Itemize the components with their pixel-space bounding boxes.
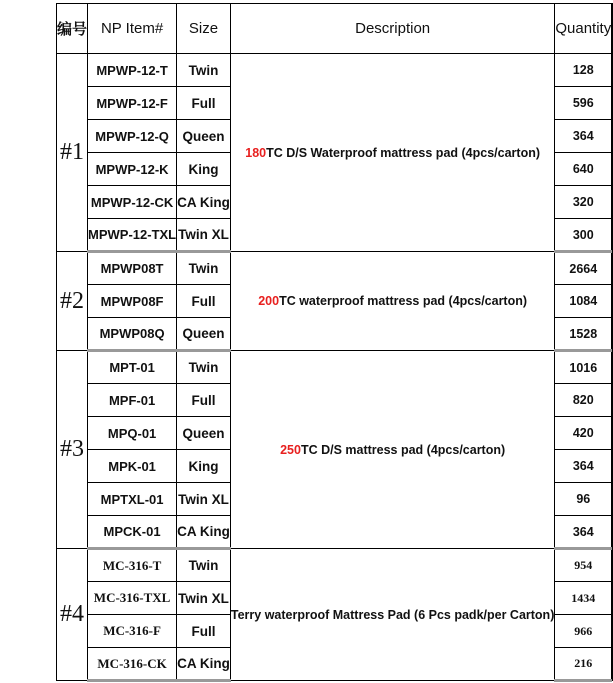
item-quantity: 954 xyxy=(555,549,612,582)
item-quantity: 820 xyxy=(555,384,612,417)
group-label: #3 xyxy=(57,351,88,549)
item-number: MC-316-T xyxy=(88,549,177,582)
item-quantity: 96 xyxy=(555,483,612,516)
item-size: Twin XL xyxy=(177,582,231,615)
item-number: MPWP-12-F xyxy=(88,87,177,120)
item-number: MPWP-12-T xyxy=(88,54,177,87)
item-number: MPWP-12-Q xyxy=(88,120,177,153)
item-number: MPWP-12-TXL xyxy=(88,219,177,252)
item-size: Full xyxy=(177,285,231,318)
item-quantity: 420 xyxy=(555,417,612,450)
description-text: TC D/S Waterproof mattress pad (4pcs/carton) xyxy=(266,145,540,160)
item-number: MPK-01 xyxy=(88,450,177,483)
item-size: King xyxy=(177,153,231,186)
header-item: NP Item# xyxy=(88,4,177,54)
group-label: #2 xyxy=(57,252,88,351)
header-no: 编号 xyxy=(57,4,88,54)
item-number: MPWP08F xyxy=(88,285,177,318)
item-number: MPT-01 xyxy=(88,351,177,384)
table-row xyxy=(57,252,613,285)
item-quantity: 364 xyxy=(555,450,612,483)
group-label: #4 xyxy=(57,549,88,681)
item-size: Full xyxy=(177,87,231,120)
header-size: Size xyxy=(177,4,231,54)
item-quantity: 128 xyxy=(555,54,612,87)
group-description xyxy=(230,54,554,252)
description-text: TC D/S mattress pad (4pcs/carton) xyxy=(300,442,506,457)
item-quantity: 1434 xyxy=(555,582,612,615)
group-description xyxy=(230,252,554,351)
table-row xyxy=(57,351,613,384)
item-number: MPF-01 xyxy=(88,384,177,417)
item-number: MC-316-F xyxy=(88,615,177,648)
item-quantity: 300 xyxy=(555,219,612,252)
group-description xyxy=(230,351,554,549)
item-quantity: 1084 xyxy=(555,285,612,318)
item-number: MC-316-CK xyxy=(88,648,177,681)
thread-count-highlight: 180 xyxy=(245,145,267,160)
product-table xyxy=(56,3,613,682)
group-label: #1 xyxy=(57,54,88,252)
item-size: Full xyxy=(177,615,231,648)
item-size: Twin XL xyxy=(177,219,231,252)
item-size: Twin XL xyxy=(177,483,231,516)
item-quantity: 364 xyxy=(555,516,612,549)
item-quantity: 2664 xyxy=(555,252,612,285)
item-number: MPWP-12-CK xyxy=(88,186,177,219)
group-description xyxy=(230,549,554,681)
item-size: Twin xyxy=(177,549,231,582)
item-size: Twin xyxy=(177,54,231,87)
thread-count-highlight: 200 xyxy=(258,294,280,308)
item-number: MPWP-12-K xyxy=(88,153,177,186)
item-quantity: 1016 xyxy=(555,351,612,384)
item-number: MPWP08Q xyxy=(88,318,177,351)
item-quantity: 966 xyxy=(555,615,612,648)
item-number: MPQ-01 xyxy=(88,417,177,450)
item-size: CA King xyxy=(177,648,231,681)
item-quantity: 596 xyxy=(555,87,612,120)
header-description: Description xyxy=(230,4,554,54)
item-size: Twin xyxy=(177,252,231,285)
thread-count-highlight: 250 xyxy=(280,442,301,457)
item-size: King xyxy=(177,450,231,483)
item-quantity: 1528 xyxy=(555,318,612,351)
item-quantity: 364 xyxy=(555,120,612,153)
item-size: Full xyxy=(177,384,231,417)
item-size: Queen xyxy=(177,417,231,450)
item-size: CA King xyxy=(177,186,231,219)
table-row xyxy=(57,54,613,87)
item-size: Queen xyxy=(177,120,231,153)
item-quantity: 216 xyxy=(555,648,612,681)
item-quantity: 320 xyxy=(555,186,612,219)
item-number: MC-316-TXL xyxy=(88,582,177,615)
header-row xyxy=(57,4,613,54)
item-size: Twin xyxy=(177,351,231,384)
item-number: MPTXL-01 xyxy=(88,483,177,516)
item-number: MPWP08T xyxy=(88,252,177,285)
description-text: TC waterproof mattress pad (4pcs/carton) xyxy=(279,294,528,308)
item-quantity: 640 xyxy=(555,153,612,186)
item-number: MPCK-01 xyxy=(88,516,177,549)
item-size: CA King xyxy=(177,516,231,549)
description-text: Terry waterproof Mattress Pad (6 Pcs padk/per Carton) xyxy=(230,607,555,622)
item-size: Queen xyxy=(177,318,231,351)
header-quantity: Quantity xyxy=(555,4,612,54)
table-body xyxy=(57,54,613,681)
table-row xyxy=(57,549,613,582)
